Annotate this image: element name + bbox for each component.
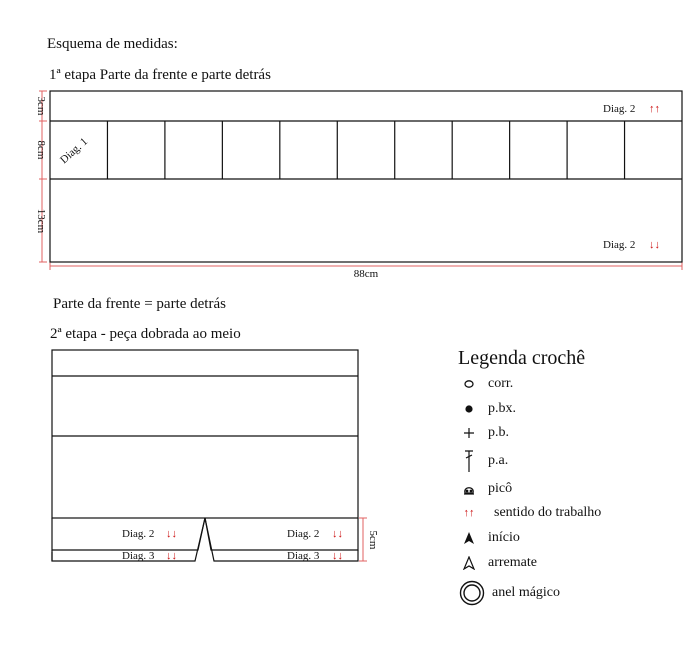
dim-88cm: 88cm	[353, 268, 379, 280]
open-triangle-icon	[459, 556, 479, 570]
legend-label: corr.	[488, 376, 514, 391]
legend-item-magic-ring	[459, 580, 560, 606]
stage1-heading: 1ª etapa Parte da frente e parte detrás	[49, 67, 271, 83]
left-diag2-arrows: ↓↓	[166, 528, 177, 540]
plus-icon	[459, 427, 479, 439]
legend-item-start	[459, 528, 520, 548]
legend-item-double-crochet	[459, 449, 508, 473]
legend-label: arremate	[488, 555, 537, 570]
right-diag3-arrows: ↓↓	[332, 550, 343, 562]
legend-title: Legenda crochê	[458, 347, 586, 369]
open-circle-icon	[459, 379, 479, 389]
legend-label: início	[488, 530, 520, 545]
stage1-outline	[50, 91, 682, 262]
diag2-bottom-arrows: ↓↓	[649, 239, 660, 251]
right-diag2-label: Diag. 2	[287, 528, 320, 540]
stage1-dimension-lines	[39, 91, 682, 270]
filled-dot-icon	[459, 404, 479, 414]
stage2-dimension-line	[359, 518, 367, 561]
double-crochet-stitch-icon	[459, 449, 479, 473]
right-diag2-arrows: ↓↓	[332, 528, 343, 540]
legend-label: anel mágico	[492, 585, 561, 600]
diag1-label: Diag. 1	[57, 135, 91, 167]
red-up-arrows-icon: ↑↑	[463, 507, 475, 519]
stage2-heading: 2ª etapa - peça dobrada ao meio	[50, 326, 241, 342]
legend-label: sentido do trabalho	[494, 505, 602, 520]
dim-3cm: 3cm	[35, 96, 47, 116]
diag2-bottom-label: Diag. 2	[603, 239, 636, 251]
legend-label: picô	[488, 481, 513, 496]
left-diag3-label: Diag. 3	[122, 550, 155, 562]
dim-8cm: 8cm	[35, 140, 47, 160]
dim-5cm: 5cm	[367, 530, 379, 550]
legend-item-single-crochet	[459, 423, 509, 443]
stage1-grid-columns	[107, 121, 624, 179]
legend-label: p.b.	[488, 425, 509, 440]
right-diag3-label: Diag. 3	[287, 550, 320, 562]
page-title: Esquema de medidas:	[47, 36, 178, 52]
legend-label: p.bx.	[488, 401, 516, 416]
left-diag2-label: Diag. 2	[122, 528, 155, 540]
dim-13cm: 13cm	[35, 208, 47, 234]
legend-item-picot	[459, 479, 512, 499]
double-ring-icon	[459, 580, 485, 606]
legend-item-slip-stitch	[459, 399, 516, 419]
legend-label: p.a.	[488, 453, 509, 468]
diag2-top-arrows: ↑↑	[649, 103, 660, 115]
legend-item-chain	[459, 374, 513, 394]
legend-item-work-direction	[459, 503, 601, 523]
left-diag3-arrows: ↓↓	[166, 550, 177, 562]
filled-triangle-icon	[459, 531, 479, 545]
picot-icon	[459, 482, 479, 496]
front-equals-back-note: Parte da frente = parte detrás	[53, 296, 226, 312]
legend-item-finish	[459, 553, 537, 573]
diag2-top-label: Diag. 2	[603, 103, 636, 115]
